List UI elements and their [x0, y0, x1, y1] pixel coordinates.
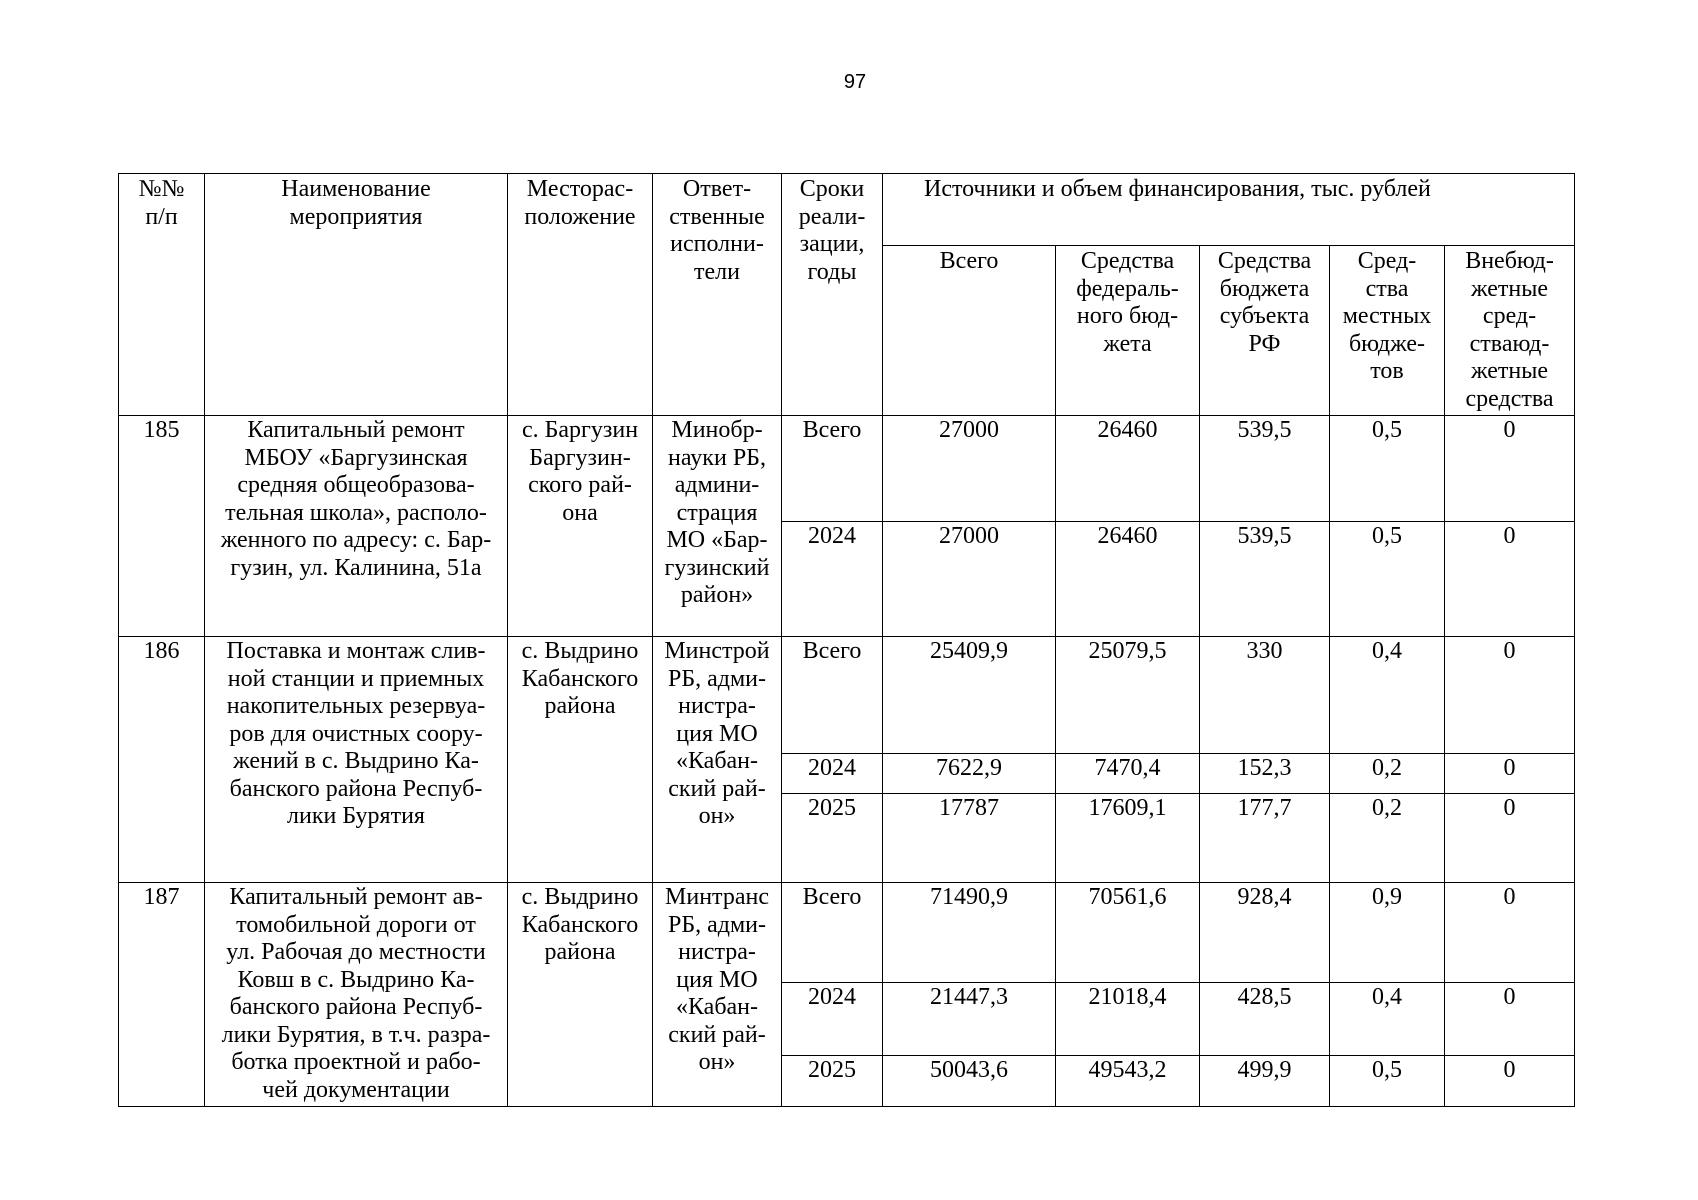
item-location: с. Баргузин Баргузин- ского рай- она — [508, 416, 653, 637]
item-number: 186 — [119, 637, 205, 883]
amount-local: 0,4 — [1330, 983, 1445, 1056]
amount-extrabudgetary: 0 — [1445, 794, 1575, 883]
period-label: 2024 — [782, 983, 883, 1056]
amount-extrabudgetary: 0 — [1445, 983, 1575, 1056]
header-row-main — [119, 174, 1575, 246]
header-total: Всего — [883, 246, 1056, 416]
amount-regional: 539,5 — [1200, 416, 1330, 522]
item-location: с. Выдрино Кабанского района — [508, 637, 653, 883]
amount-regional: 539,5 — [1200, 522, 1330, 637]
amount-extrabudgetary: 0 — [1445, 883, 1575, 983]
header-local: Сред- ства местных бюдже- тов — [1330, 246, 1445, 416]
amount-total: 17787 — [883, 794, 1056, 883]
amount-total: 21447,3 — [883, 983, 1056, 1056]
header-location: Месторас- положение — [508, 174, 653, 416]
table-row — [119, 637, 1575, 754]
header-name: Наименование мероприятия — [205, 174, 508, 416]
period-label: 2025 — [782, 794, 883, 883]
amount-extrabudgetary: 0 — [1445, 637, 1575, 754]
amount-extrabudgetary: 0 — [1445, 1056, 1575, 1107]
item-name: Капитальный ремонт ав- томобильной дороги от ул. Рабочая до местности Ковш в с. Выдрино Ка- банского района Респуб- лики Бурятия, в т.ч. разра- ботка проектной и рабо- чей документации — [205, 883, 508, 1107]
page-number: 97 — [843, 71, 867, 93]
header-financing: Источники и объем финансирования, тыс. рублей — [883, 174, 1575, 246]
amount-extrabudgetary: 0 — [1445, 522, 1575, 637]
amount-local: 0,5 — [1330, 1056, 1445, 1107]
amount-regional: 177,7 — [1200, 794, 1330, 883]
item-name: Поставка и монтаж слив- ной станции и приемных накопительных резервуа- ров для очистных соору- жений в с. Выдрино Ка- банского района Респуб- лики Бурятия — [205, 637, 508, 883]
amount-federal: 26460 — [1056, 522, 1200, 637]
amount-total: 27000 — [883, 416, 1056, 522]
period-label: Всего — [782, 416, 883, 522]
amount-total: 71490,9 — [883, 883, 1056, 983]
period-label: Всего — [782, 883, 883, 983]
amount-total: 7622,9 — [883, 754, 1056, 794]
period-label: 2024 — [782, 522, 883, 637]
header-number: №№ п/п — [119, 174, 205, 416]
amount-regional: 499,9 — [1200, 1056, 1330, 1107]
amount-extrabudgetary: 0 — [1445, 754, 1575, 794]
amount-local: 0,9 — [1330, 883, 1445, 983]
header-period: Сроки реали- зации, годы — [782, 174, 883, 416]
amount-federal: 21018,4 — [1056, 983, 1200, 1056]
amount-total: 27000 — [883, 522, 1056, 637]
amount-total: 25409,9 — [883, 637, 1056, 754]
amount-regional: 928,4 — [1200, 883, 1330, 983]
amount-federal: 70561,6 — [1056, 883, 1200, 983]
period-label: 2024 — [782, 754, 883, 794]
amount-local: 0,4 — [1330, 637, 1445, 754]
amount-federal: 7470,4 — [1056, 754, 1200, 794]
item-responsible: Минтранс РБ, адми- нистра- ция МО «Кабан- ский рай- он» — [653, 883, 782, 1107]
item-number: 185 — [119, 416, 205, 637]
header-extrabudgetary: Внебюд- жетные сред- стваюд- жетные средства — [1445, 246, 1575, 416]
amount-local: 0,5 — [1330, 416, 1445, 522]
header-federal: Средства федераль- ного бюд- жета — [1056, 246, 1200, 416]
header-responsible: Ответ- ственные исполни- тели — [653, 174, 782, 416]
item-number: 187 — [119, 883, 205, 1107]
amount-local: 0,2 — [1330, 794, 1445, 883]
amount-federal: 17609,1 — [1056, 794, 1200, 883]
amount-regional: 330 — [1200, 637, 1330, 754]
amount-extrabudgetary: 0 — [1445, 416, 1575, 522]
table-row — [119, 416, 1575, 522]
amount-federal: 26460 — [1056, 416, 1200, 522]
table-row — [119, 883, 1575, 983]
amount-local: 0,5 — [1330, 522, 1445, 637]
item-location: с. Выдрино Кабанского района — [508, 883, 653, 1107]
amount-regional: 152,3 — [1200, 754, 1330, 794]
item-name: Капитальный ремонт МБОУ «Баргузинская средняя общеобразова- тельная школа», располо- женного по адресу: с. Бар- гузин, ул. Калинина, 51а — [205, 416, 508, 637]
financing-table — [118, 173, 1575, 1107]
amount-local: 0,2 — [1330, 754, 1445, 794]
item-responsible: Минстрой РБ, адми- нистра- ция МО «Кабан- ский рай- он» — [653, 637, 782, 883]
amount-federal: 49543,2 — [1056, 1056, 1200, 1107]
period-label: 2025 — [782, 1056, 883, 1107]
item-responsible: Минобр- науки РБ, админи- страция МО «Бар- гузинский район» — [653, 416, 782, 637]
period-label: Всего — [782, 637, 883, 754]
header-regional: Средства бюджета субъекта РФ — [1200, 246, 1330, 416]
amount-federal: 25079,5 — [1056, 637, 1200, 754]
amount-total: 50043,6 — [883, 1056, 1056, 1107]
amount-regional: 428,5 — [1200, 983, 1330, 1056]
